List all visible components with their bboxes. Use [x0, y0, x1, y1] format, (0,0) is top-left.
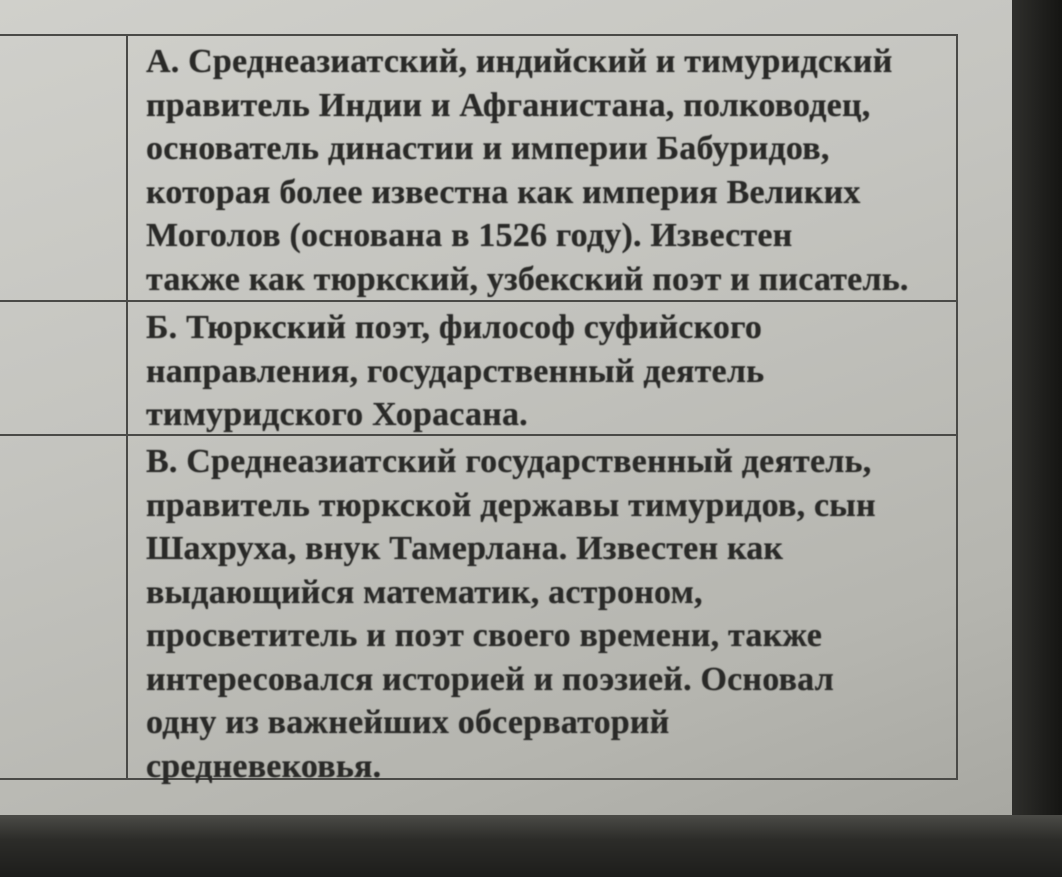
empty-left-cell-c [0, 436, 126, 778]
text-line: выдающийся математик, астроном, [146, 573, 703, 611]
text-line: А. Среднеазиатский, индийский и тимуридский [146, 43, 893, 80]
text-line: основатель династии и империи Бабуридов, [146, 130, 830, 167]
matching-table [0, 34, 958, 785]
text-line: правитель Индии и Афганистана, полководец, [146, 86, 871, 124]
text-line: Моголов (основана в 1526 году). Известен [146, 217, 793, 254]
text-line: правитель тюркской державы тимуридов, сын [146, 486, 876, 524]
text-line: тимуридского Хорасана. [146, 396, 528, 433]
column-divider [126, 36, 128, 778]
dark-bottom-edge [0, 815, 1062, 877]
description-cell-a [146, 40, 946, 301]
text-line: интересовался историей и поэзией. Основал [146, 660, 834, 698]
text-line: также как тюркский, узбекский поэт и писатель. [146, 260, 909, 298]
text-line: средневековья. [146, 747, 382, 785]
dark-right-edge [1012, 0, 1062, 877]
text-line: которая более известна как империя Великих [146, 173, 861, 211]
description-cell-b [146, 306, 946, 437]
empty-left-cell-a [0, 36, 126, 300]
description-cell-c [146, 440, 946, 788]
text-line: направления, государственный деятель [146, 352, 765, 390]
text-line: Шахруха, внук Тамерлана. Известен как [146, 530, 784, 567]
text-line: В. Среднеазиатский государственный деятель, [146, 443, 872, 480]
empty-left-cell-b [0, 302, 126, 434]
text-line: просветитель и поэт своего времени, также [146, 617, 823, 654]
text-line: одну из важнейших обсерваторий [146, 704, 670, 741]
text-line: Б. Тюркский поэт, философ суфийского [146, 309, 763, 346]
